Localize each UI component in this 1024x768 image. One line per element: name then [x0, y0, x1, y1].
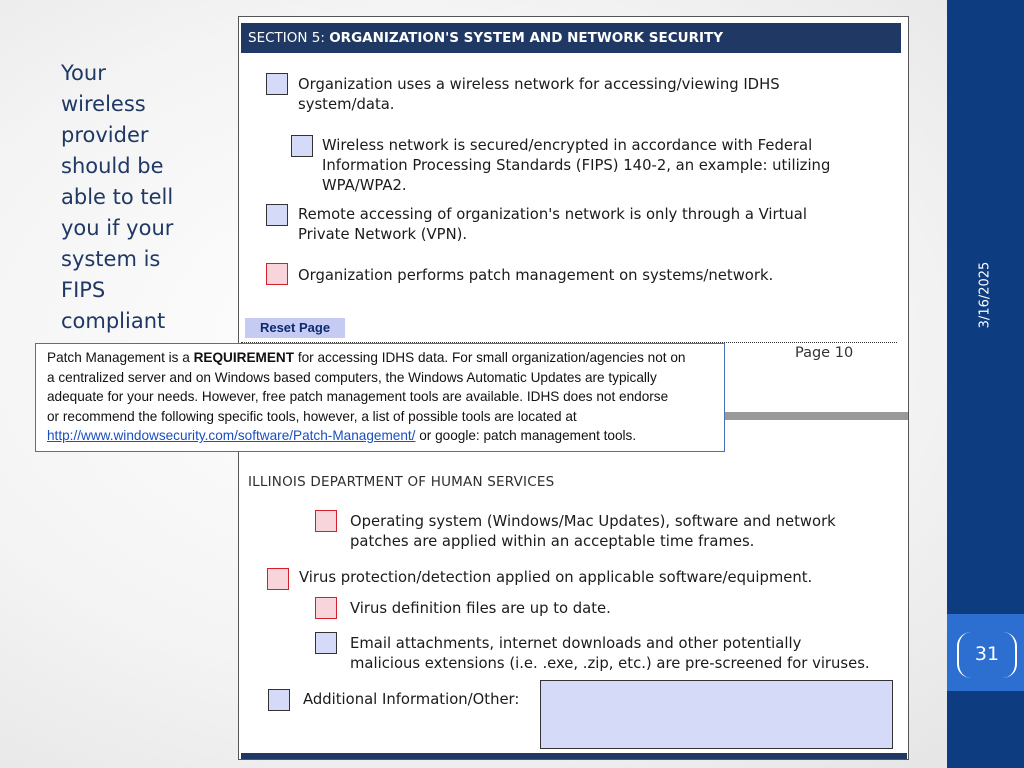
form-item-vpn: [298, 205, 807, 245]
os-updates-checkbox[interactable]: [315, 510, 337, 532]
slide-page-number: 31: [974, 643, 1000, 665]
item-text: Information Processing Standards (FIPS) 140-2, an example: utilizing: [322, 157, 831, 174]
callout-text: or google: patch management tools.: [415, 428, 637, 443]
callout-line: [47, 426, 713, 446]
callout-text: for accessing IDHS data. For small organization/agencies not on: [294, 350, 686, 365]
page-separator: [720, 412, 908, 420]
slide-date: 3/16/2025: [977, 261, 993, 329]
side-note-line: wireless: [61, 92, 146, 116]
item-text: malicious extensions (i.e. .exe, .zip, etc.) are pre-screened for viruses.: [350, 655, 870, 672]
side-note-line: system is: [61, 247, 161, 271]
item-text: Organization performs patch management on systems/network.: [298, 267, 774, 284]
callout-line: a centralized server and on Windows based computers, the Windows Automatic Updates are typically: [47, 369, 657, 385]
item-text: Additional Information/Other:: [303, 691, 520, 708]
form-item-os-updates: [350, 512, 836, 552]
item-text: Operating system (Windows/Mac Updates), software and network: [350, 513, 836, 530]
side-note-line: should be: [61, 154, 164, 178]
patch-management-checkbox[interactable]: [266, 263, 288, 285]
side-note-line: compliant: [61, 309, 166, 333]
additional-info-textarea[interactable]: [540, 680, 893, 749]
item-text: Private Network (VPN).: [298, 226, 468, 243]
patch-management-link[interactable]: http://www.windowsecurity.com/software/Patch-Management/: [47, 428, 416, 443]
form-item-wireless: [298, 75, 780, 115]
callout-text: Patch Management is a: [47, 350, 194, 365]
section-header: [241, 23, 901, 53]
virus-definitions-checkbox[interactable]: [315, 597, 337, 619]
patch-management-callout: [35, 343, 725, 452]
side-note: [61, 58, 201, 337]
form-item-additional-info: [303, 690, 519, 710]
wireless-network-checkbox[interactable]: [266, 73, 288, 95]
form-item-patch: [298, 266, 773, 286]
form-item-virus-definitions: [350, 599, 611, 619]
item-text: patches are applied within an acceptable time frames.: [350, 533, 755, 550]
form-item-virus-protection: [299, 568, 812, 588]
callout-line: [47, 348, 713, 368]
item-text: Virus protection/detection applied on applicable software/equipment.: [299, 569, 813, 586]
item-text: WPA/WPA2.: [322, 177, 407, 194]
callout-line: or recommend the following specific tools, however, a list of possible tools are located at: [47, 408, 577, 424]
vpn-checkbox[interactable]: [266, 204, 288, 226]
side-note-line: you if your: [61, 216, 174, 240]
side-note-line: Your: [61, 61, 106, 85]
item-text: Remote accessing of organization's network is only through a Virtual: [298, 206, 807, 223]
callout-line: adequate for your needs. However, free patch management tools are available. IDHS does not endorse: [47, 389, 669, 404]
item-text: Wireless network is secured/encrypted in accordance with Federal: [322, 137, 813, 154]
email-screening-checkbox[interactable]: [315, 632, 337, 654]
section-title: ORGANIZATION'S SYSTEM AND NETWORK SECURITY: [329, 30, 723, 46]
reset-page-button[interactable]: Reset Page: [245, 318, 345, 338]
requirement-emphasis: REQUIREMENT: [193, 350, 295, 365]
side-note-line: provider: [61, 123, 149, 147]
wireless-encrypted-checkbox[interactable]: [291, 135, 313, 157]
additional-info-checkbox[interactable]: [268, 689, 290, 711]
department-heading: ILLINOIS DEPARTMENT OF HUMAN SERVICES: [248, 474, 555, 490]
item-text: Email attachments, internet downloads and other potentially: [350, 635, 802, 652]
item-text: system/data.: [298, 96, 395, 113]
page-label: Page 10: [795, 345, 854, 361]
virus-protection-checkbox[interactable]: [267, 568, 289, 590]
item-text: Virus definition files are up to date.: [350, 600, 611, 617]
side-note-line: FIPS: [61, 278, 106, 302]
section-prefix: SECTION 5:: [248, 30, 330, 46]
form-item-encrypted: [322, 136, 830, 196]
form-bottom-bar: [241, 753, 907, 759]
side-note-line: able to tell: [61, 185, 174, 209]
item-text: Organization uses a wireless network for accessing/viewing IDHS: [298, 76, 780, 93]
form-item-email-screening: [350, 634, 870, 674]
